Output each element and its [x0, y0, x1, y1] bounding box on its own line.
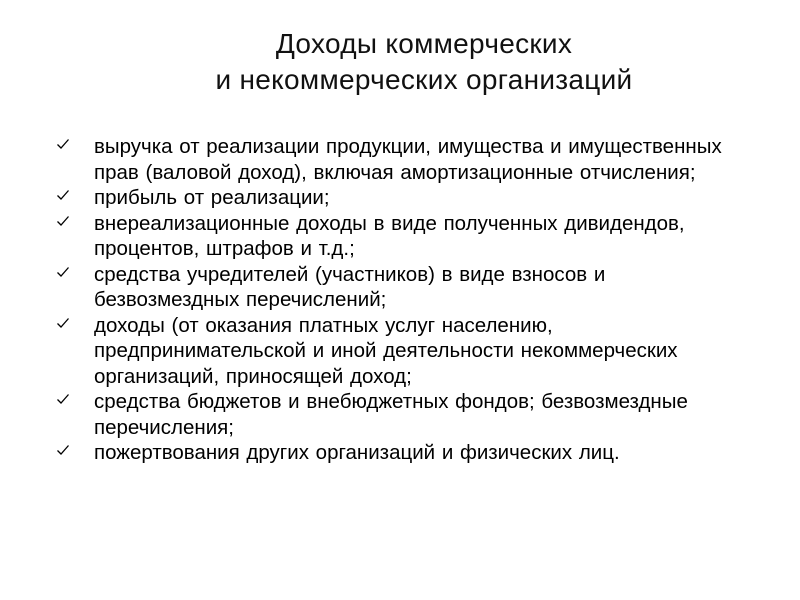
check-icon — [56, 265, 70, 279]
list-item-text: доходы (от оказания платных услуг населению, предпринимательской и иной деятельности некоммерческих организаций, приносящей доход; — [94, 313, 678, 388]
title-line-2: и некоммерческих организаций — [215, 64, 633, 95]
list-item-text: пожертвования других организаций и физических лиц. — [94, 441, 620, 464]
check-icon — [56, 137, 70, 151]
list-item — [56, 262, 756, 313]
list-item — [56, 313, 756, 390]
list-item-text: средства учредителей (участников) в виде взносов и безвозмездных перечислений; — [94, 262, 606, 311]
list-item-text: прибыль от реализации; — [94, 186, 330, 209]
check-icon — [56, 392, 70, 406]
list-item — [56, 440, 756, 466]
list-item — [56, 134, 756, 185]
check-icon — [56, 443, 70, 457]
list-item — [56, 211, 756, 262]
list-item — [56, 389, 756, 440]
title-line-1: Доходы коммерческих — [275, 28, 573, 59]
list-item-text: внереализационные доходы в виде полученных дивидендов, процентов, штрафов и т.д.; — [94, 211, 685, 260]
income-list — [56, 134, 756, 466]
list-item-text: средства бюджетов и внебюджетных фондов; безвозмездные перечисления; — [94, 390, 688, 439]
slide-title — [0, 26, 800, 98]
check-icon — [56, 188, 70, 202]
check-icon — [56, 316, 70, 330]
list-item-text: выручка от реализации продукции, имущества и имущественных прав (валовой доход), включая амортизационные отчисления; — [94, 135, 722, 184]
check-icon — [56, 214, 70, 228]
list-item — [56, 185, 756, 211]
